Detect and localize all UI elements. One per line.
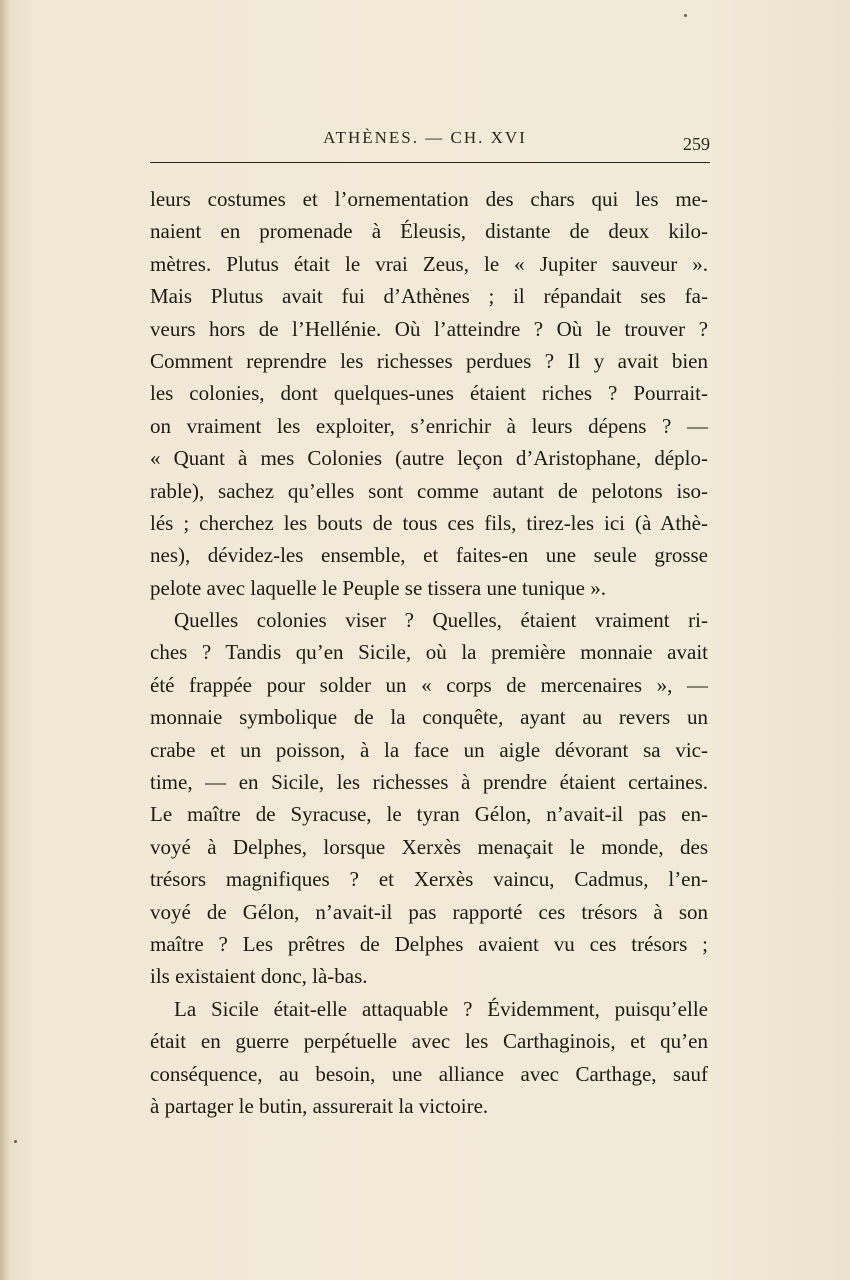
paper-speck [14, 1140, 17, 1143]
text-line: nes), dévidez-les ensemble, et faites-en une seule grosse [150, 543, 708, 568]
text-line: Comment reprendre les richesses perdues ? Il y avait bien [150, 348, 708, 373]
text-line: on vraiment les exploiter, s’enrichir à leurs dépens ? — [150, 413, 708, 438]
text-line: naient en promenade à Éleusis, distante de deux kilo- [150, 219, 708, 244]
text-line: Le maître de Syracuse, le tyran Gélon, n’avait-il pas en- [150, 802, 708, 827]
text-line: les colonies, dont quelques-unes étaient riches ? Pourrait- [150, 381, 708, 406]
text-line: crabe et un poisson, à la face un aigle dévorant sa vic- [150, 737, 708, 762]
text-line: mètres. Plutus était le vrai Zeus, le « Jupiter sauveur ». [150, 251, 708, 276]
text-line: trésors magnifiques ? et Xerxès vaincu, Cadmus, l’en- [150, 867, 708, 892]
text-line: rable), sachez qu’elles sont comme autant de pelotons iso- [150, 478, 708, 503]
text-line: « Quant à mes Colonies (autre leçon d’Aristophane, déplo- [150, 446, 708, 471]
text-line: à partager le butin, assurerait la victoire. [150, 1093, 489, 1118]
text-line: lés ; cherchez les bouts de tous ces fils, tirez-les ici (à Athè- [150, 510, 708, 535]
text-line: veurs hors de l’Hellénie. Où l’atteindre ? Où le trouver ? [150, 316, 708, 341]
page-header [150, 126, 710, 156]
text-line: maître ? Les prêtres de Delphes avaient vu ces trésors ; [150, 931, 708, 956]
text-line: voyé à Delphes, lorsque Xerxès menaçait le monde, des [150, 834, 708, 859]
text-line: pelote avec laquelle le Peuple se tissera une tunique ». [150, 575, 607, 600]
text-line: voyé de Gélon, n’avait-il pas rapporté ces trésors à son [150, 899, 708, 924]
text-line: Mais Plutus avait fui d’Athènes ; il répandait ses fa- [150, 284, 708, 309]
body-text [150, 183, 708, 1122]
text-line: time, — en Sicile, les richesses à prendre étaient certaines. [150, 770, 708, 795]
running-title: ATHÈNES. — CH. XVI [323, 128, 527, 147]
text-line: monnaie symbolique de la conquête, ayant au revers un [150, 705, 708, 730]
text-line: La Sicile était-elle attaquable ? Évidemment, puisqu’elle [174, 996, 708, 1021]
header-rule [150, 162, 710, 163]
paper-speck [684, 14, 687, 17]
text-line: ches ? Tandis qu’en Sicile, où la première monnaie avait [150, 640, 708, 665]
text-line: ils existaient donc, là-bas. [150, 964, 368, 989]
text-line: était en guerre perpétuelle avec les Carthaginois, et qu’en [150, 1029, 708, 1054]
text-line: été frappée pour solder un « corps de mercenaires », — [150, 672, 708, 697]
text-line: leurs costumes et l’ornementation des chars qui les me- [150, 187, 708, 211]
page-gutter-edge [0, 0, 10, 1280]
text-line: Quelles colonies viser ? Quelles, étaient vraiment ri- [174, 608, 708, 633]
page-number: 259 [683, 134, 710, 154]
text-line: conséquence, au besoin, une alliance avec Carthage, sauf [150, 1061, 708, 1086]
